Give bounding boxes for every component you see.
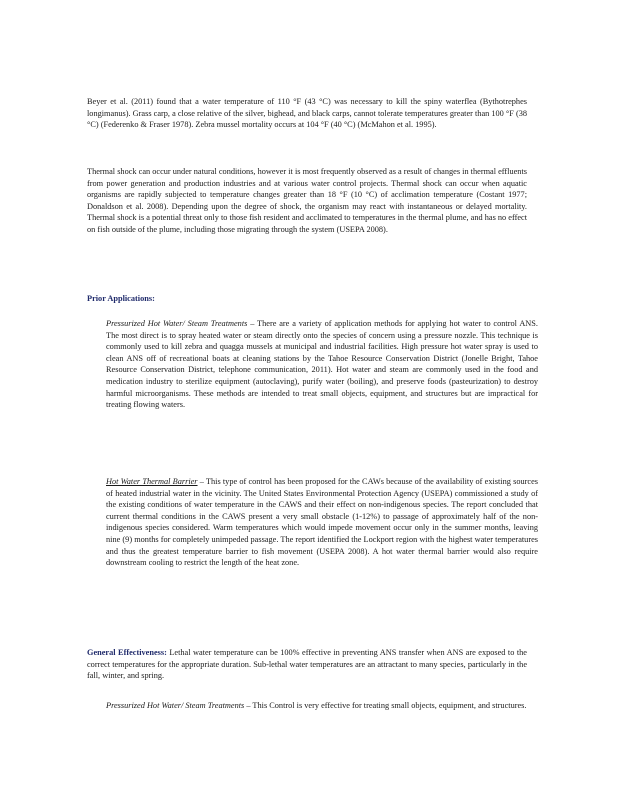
paragraph-thermal-tolerance: Beyer et al. (2011) found that a water temperature of 110 °F (43 °C) was necessary to kill the spiny waterflea (Bythotrephes longimanus). Grass carp, a close relative of the silver, bighead, and black carps, cannot tolerate temperatures greater than 100 °F (38 °C) (Federenko & Fraser 1978). Zebra mussel mortality occurs at 104 °F (40 °C) (McMahon et al. 1995). xyxy=(87,97,527,130)
general-effectiveness-heading: General Effectiveness: xyxy=(87,648,167,657)
item-lead: Hot Water Thermal Barrier xyxy=(106,477,198,486)
paragraph-thermal-shock: Thermal shock can occur under natural conditions, however it is most frequently observed as a result of changes in thermal effluents from power generation and production industries and at various water control projects. Thermal shock can occur when aquatic organisms are rapidly subjected to temperature changes greater than 18 °F (10 °C) of acclimation temperature (Costant 1977; Donaldson et al. 2008). Depending upon the degree of shock, the organism may react with instantaneous or delayed mortality. Thermal shock is a potential threat only to those fish resident and acclimated to temperatures in the thermal plume, and has no effect on fish outside of the plume, including those migrating through the system (USEPA 2008). xyxy=(87,167,527,234)
list-item-hot-water-thermal-barrier xyxy=(106,476,538,569)
general-effectiveness-text: Lethal water temperature can be 100% effective in preventing ANS transfer when ANS are exposed to the correct temperatures for the appropriate duration. Sub-lethal water temperatures are an attractant to many species, particularly in the fall, winter, and spring. xyxy=(87,648,527,681)
item-text: – There are a variety of application methods for applying hot water to control ANS. The most direct is to spray heated water or steam directly onto the species of concern using a pressure nozzle. This technique is commonly used to kill zebra and quagga mussels at municipal and industrial facilities. High pressure hot water spray is used to clean ANS off of recreational boats at cleaning stations by the Tahoe Resource Conservation District (Jonelle Bright, Tahoe Resource Conservation District, telephone communication, 2011). Hot water and steam are commonly used in the food and medication industry to sterilize equipment (autoclaving), purify water (boiling), and preserve foods (pasteurization) to destroy harmful microorganisms. These methods are intended to treat small objects, equipment, and structures but are impractical for treating flowing waters. xyxy=(106,319,538,410)
item-text: – This type of control has been proposed for the CAWs because of the availability of existing sources of heated industrial water in the vicinity. The United States Environmental Protection Agency (USEPA) commissioned a study of the existing conditions of water temperature in the CAWS and their effect on non-indigenous species. The report concluded that current thermal conditions in the CAWS present a very small obstacle (1-12%) to passage of approximately half of the non-indigenous species considered. Warm temperatures which would impede movement occur only in the summer months, leaving nine (9) months for completely unimpeded passage. The report identified the Lockport region with the highest water temperatures and thus the greatest temperature barrier to fish movement (USEPA 2008). A hot water thermal barrier would also require downstream cooling to restrict the length of the heat zone. xyxy=(106,477,538,568)
list-item-pressurized-hot-water xyxy=(106,318,538,411)
prior-applications-heading: Prior Applications: xyxy=(87,294,155,303)
item-lead: Pressurized Hot Water/ Steam Treatments xyxy=(106,701,245,710)
item-lead: Pressurized Hot Water/ Steam Treatments xyxy=(106,319,248,328)
list-item-pressurized-hot-water-effectiveness xyxy=(106,700,538,712)
general-effectiveness-paragraph xyxy=(87,647,527,682)
item-text: – This Control is very effective for treating small objects, equipment, and structures. xyxy=(244,701,527,710)
